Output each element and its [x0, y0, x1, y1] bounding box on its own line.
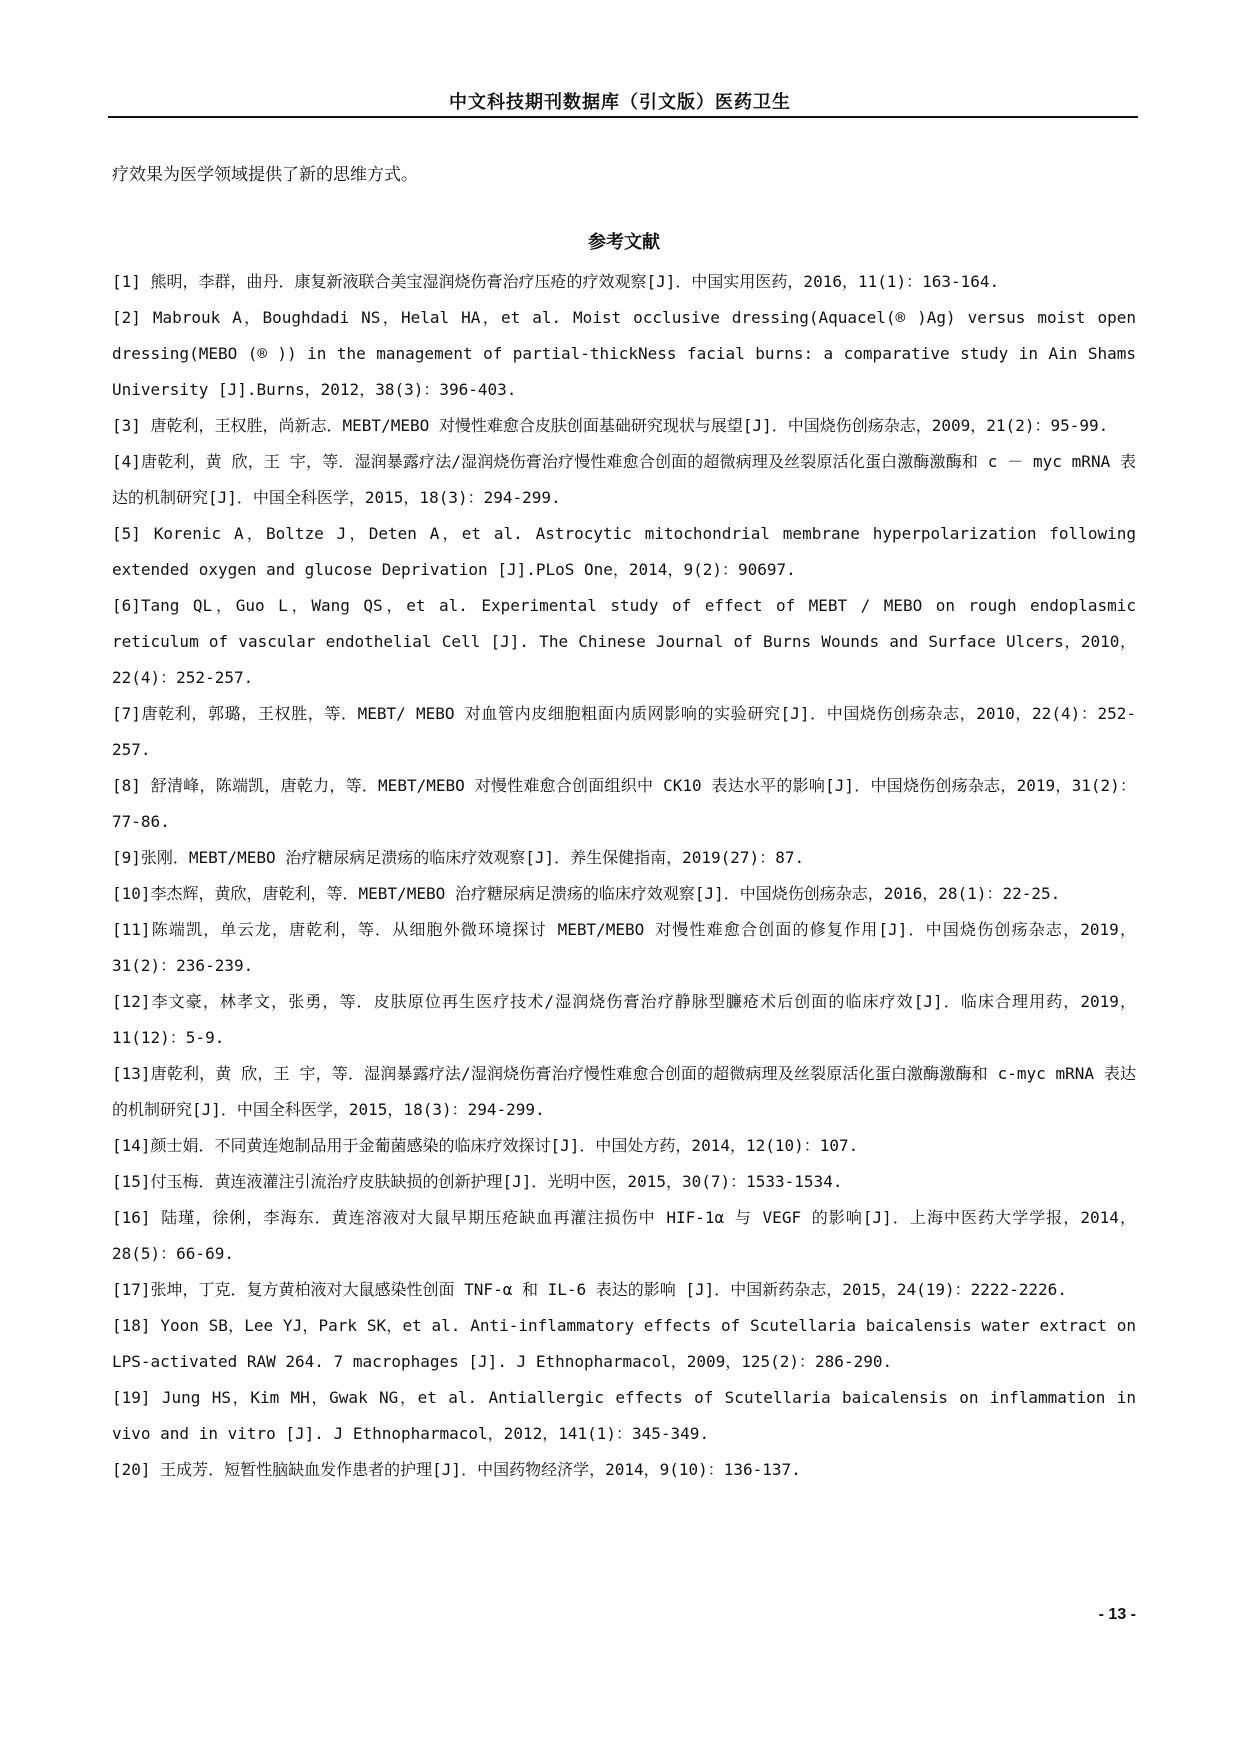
- header-divider: [108, 116, 1138, 118]
- reference-item-8: [8] 舒清峰，陈端凯，唐乾力，等．MEBT/MEBO 对慢性难愈合创面组织中 CK10 表达水平的影响[J]．中国烧伤创疡杂志，2019，31(2)：77-86.: [112, 776, 1136, 831]
- reference-list: [112, 264, 1136, 1488]
- page-number: - 13 -: [1098, 1606, 1136, 1623]
- reference-item-13: [13]唐乾利，黄 欣，王 宇，等．湿润暴露疗法/湿润烧伤膏治疗慢性难愈合创面的超微病理及丝裂原活化蛋白激酶激酶和 c-myc mRNA 表达的机制研究[J]．中国全科医学，2015，18(3)：294-299.: [112, 1064, 1136, 1119]
- reference-item-7: [7]唐乾利，郭璐，王权胜，等．MEBT/ MEBO 对血管内皮细胞粗面内质网影响的实验研究[J]．中国烧伤创疡杂志，2010，22(4)：252-257.: [112, 704, 1136, 759]
- reference-item-9: [9]张刚．MEBT/MEBO 治疗糖尿病足溃疡的临床疗效观察[J]．养生保健指南，2019(27)：87.: [112, 848, 805, 867]
- reference-item-15: [15]付玉梅．黄连液灌注引流治疗皮肤缺损的创新护理[J]．光明中医，2015，30(7)：1533-1534.: [112, 1172, 843, 1191]
- journal-header-title: 中文科技期刊数据库（引文版）医药卫生: [449, 92, 791, 113]
- reference-item-16: [16] 陆瑾，徐俐，李海东．黄连溶液对大鼠早期压疮缺血再灌注损伤中 HIF-1α 与 VEGF 的影响[J]．上海中医药大学学报，2014，28(5)：66-69.: [112, 1208, 1136, 1263]
- reference-item-10: [10]李杰辉，黄欣，唐乾利，等．MEBT/MEBO 治疗糖尿病足溃疡的临床疗效观察[J]．中国烧伤创疡杂志，2016，28(1)：22-25.: [112, 884, 1061, 903]
- reference-item-3: [3] 唐乾利，王权胜，尚新志．MEBT/MEBO 对慢性难愈合皮肤创面基础研究现状与展望[J]．中国烧伤创疡杂志，2009，21(2)：95-99.: [112, 416, 1109, 435]
- references-heading: 参考文献: [588, 232, 660, 253]
- reference-item-18: [18] Yoon SB，Lee YJ，Park SK，et al. Anti-inflammatory effects of Scutellaria baicalensis water extract on LPS-activated RAW 264. 7 macrophages [J]. J Ethnopharmacol，2009，125(2)：286-290.: [112, 1316, 1136, 1371]
- reference-item-19: [19] Jung HS，Kim MH，Gwak NG，et al. Antiallergic effects of Scutellaria baicalensis on inflammation in vivo and in vitro [J]. J Ethnopharmacol，2012，141(1)：345-349.: [112, 1388, 1136, 1443]
- body-text-line: 疗效果为医学领域提供了新的思维方式。: [112, 165, 418, 185]
- reference-item-11: [11]陈端凯，单云龙，唐乾利，等．从细胞外微环境探讨 MEBT/MEBO 对慢性难愈合创面的修复作用[J]．中国烧伤创疡杂志，2019，31(2)：236-239.: [112, 920, 1136, 975]
- reference-item-2: [2] Mabrouk A，Boughdadi NS，Helal HA，et al. Moist occlusive dressing(Aquacel(® )Ag) versus moist open dressing(MEBO (® )) in the management of partial-thickNess facial burns: a comparative study in Ain Shams University [J].Burns，2012，38(3)：396-403.: [112, 308, 1136, 399]
- reference-item-4: [4]唐乾利，黄 欣，王 宇，等．湿润暴露疗法/湿润烧伤膏治疗慢性难愈合创面的超微病理及丝裂原活化蛋白激酶激酶和 c － myc mRNA 表达的机制研究[J]．中国全科医学，2015，18(3)：294-299.: [112, 452, 1136, 507]
- reference-item-12: [12]李文豪，林孝文，张勇，等．皮肤原位再生医疗技术/湿润烧伤膏治疗静脉型臁疮术后创面的临床疗效[J]．临床合理用药，2019，11(12)：5-9.: [112, 992, 1136, 1047]
- reference-item-1: [1] 熊明，李群，曲丹．康复新液联合美宝湿润烧伤膏治疗压疮的疗效观察[J]．中国实用医药，2016，11(1)：163-164.: [112, 272, 1000, 291]
- reference-item-6: [6]Tang QL，Guo L，Wang QS，et al. Experimental study of effect of MEBT / MEBO on rough endoplasmic reticulum of vascular endothelial Cell [J]. The Chinese Journal of Burns Wounds and Surface Ulcers，2010，22(4)：252-257.: [112, 596, 1136, 687]
- reference-item-5: [5] Korenic A，Boltze J，Deten A，et al. Astrocytic mitochondrial membrane hyperpolarization following extended oxygen and glucose Deprivation [J].PLoS One，2014，9(2)：90697.: [112, 524, 1136, 579]
- reference-item-14: [14]颜士娟．不同黄连炮制品用于金葡菌感染的临床疗效探讨[J]．中国处方药，2014，12(10)：107.: [112, 1136, 859, 1155]
- reference-item-20: [20] 王成芳．短暂性脑缺血发作患者的护理[J]．中国药物经济学，2014，9(10)：136-137.: [112, 1460, 801, 1479]
- reference-item-17: [17]张坤，丁克．复方黄柏液对大鼠感染性创面 TNF-α 和 IL-6 表达的影响 [J]．中国新药杂志，2015，24(19)：2222-2226.: [112, 1280, 1067, 1299]
